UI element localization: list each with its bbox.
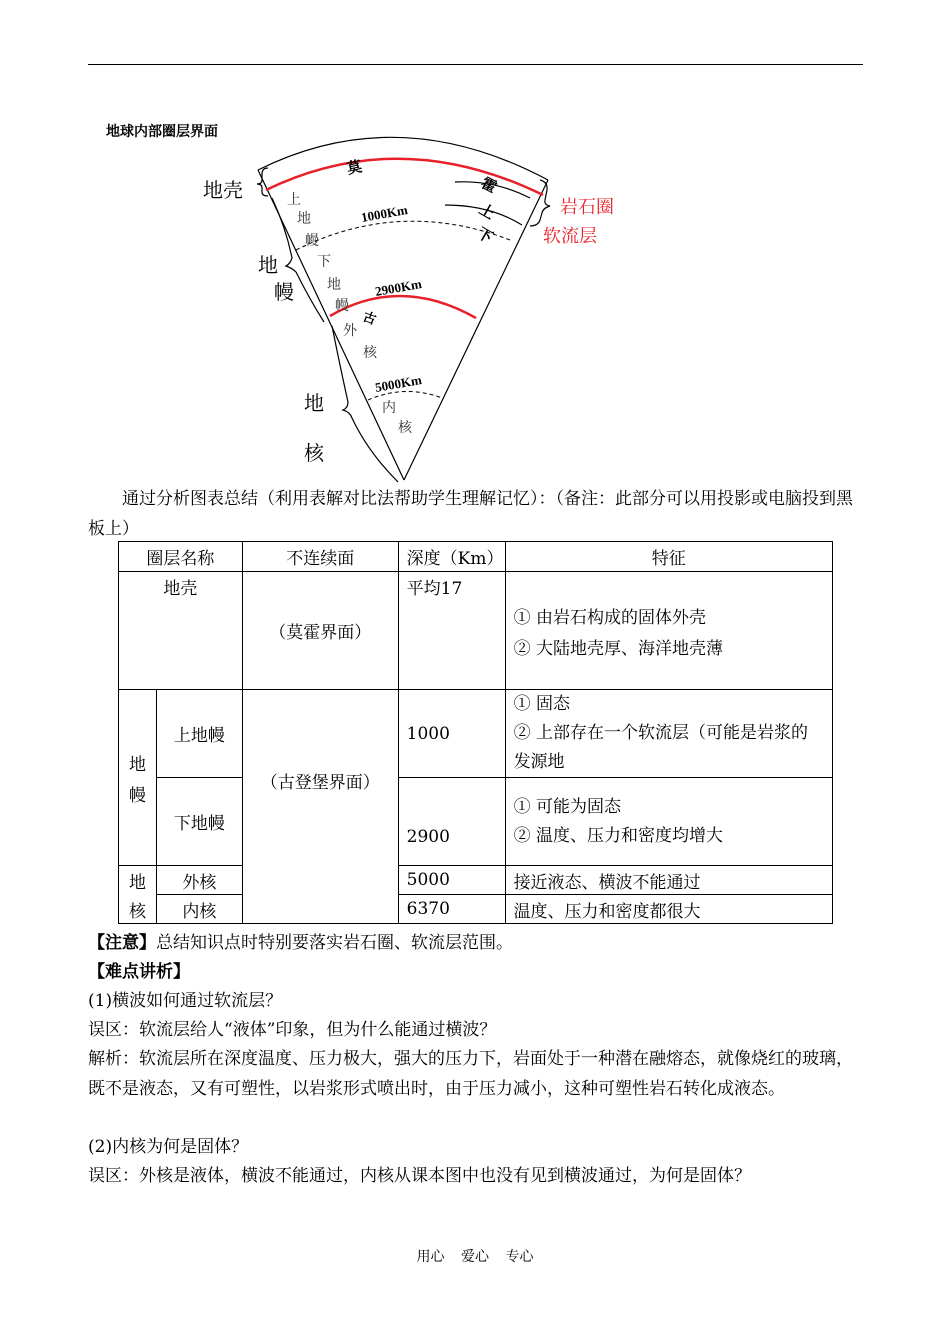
note-text: 总结知识点时特别要落实岩石圈、软流层范围。: [156, 933, 513, 953]
difficulty-heading: 【难点讲析】: [88, 962, 190, 982]
table-row-inner-core: [119, 895, 833, 924]
table-row-upper-mantle: [119, 690, 833, 778]
note-label: 【注意】: [88, 933, 156, 953]
upper-mantle-feature-2: ② 上部存在一个软流层（可能是岩浆的发源地: [513, 723, 808, 772]
gutenberg-line: [330, 296, 476, 318]
sector-right-edge: [404, 180, 548, 480]
lower-mantle-feature-2: ② 温度、压力和密度均增大: [513, 825, 723, 846]
core-group-char-1: 地: [128, 872, 146, 893]
page-footer: [0, 1246, 950, 1266]
header-discontinuity: 不连续面: [242, 542, 398, 572]
header-depth: 深度（Km）: [398, 542, 505, 572]
lithosphere-label: 岩石圈: [560, 197, 614, 217]
mantle-group-cell: [119, 690, 157, 866]
question-1: (1)横波如何通过软流层？: [88, 991, 283, 1011]
crust-name: 地壳: [119, 572, 243, 690]
crust-label: 地壳: [203, 180, 243, 202]
table-row-lower-mantle: [119, 778, 833, 866]
gutenberg-glyph: 古: [360, 308, 379, 328]
crust-feature-2: ② 大陆地壳厚、海洋地壳薄: [513, 638, 723, 659]
lower-mantle-char-2: 地: [327, 278, 341, 293]
moho-line: [266, 159, 543, 195]
core-label-2: 核: [304, 443, 324, 465]
upper-mantle-name: 上地幔: [156, 690, 242, 778]
lower-mantle-char-3: 幔: [335, 299, 349, 314]
core-group-char-2: 核: [128, 901, 146, 922]
upper-mantle-features: [505, 690, 832, 778]
lower-layer-glyph: 下: [474, 225, 496, 247]
table-row-outer-core: [119, 866, 833, 895]
note-paragraph: [88, 928, 863, 958]
mantle-group-char-1: 地: [128, 754, 146, 775]
inner-core-char-2: 核: [398, 421, 412, 436]
upper-mantle-char-1: 上: [287, 193, 301, 208]
intro-paragraph: 通过分析图表总结（利用表解对比法帮助学生理解记忆）：（备注：此部分可以用投影或电脑投到黑板上）: [88, 489, 853, 539]
upper-mantle-depth: 1000: [398, 690, 505, 778]
inner-core-depth: 6370: [398, 895, 505, 924]
core-label-1: 地: [304, 393, 324, 415]
depth-5000-label: 5000Km: [373, 372, 423, 395]
footer-word-3: 专心: [505, 1249, 534, 1265]
lower-mantle-depth: 2900: [398, 778, 505, 866]
upper-mantle-char-3: 幔: [305, 234, 319, 249]
inner-core-char-1: 内: [382, 401, 396, 416]
outer-core-char-2: 核: [363, 346, 377, 361]
outer-core-name: 外核: [156, 866, 242, 895]
footer-word-1: 用心: [416, 1249, 445, 1265]
mantle-label-1: 地: [258, 255, 278, 277]
earth-layers-diagram: [0, 0, 950, 540]
header-features: 特征: [505, 542, 832, 572]
question-1-analysis: 解析：软流层所在深度温度、压力极大，强大的压力下，岩面处于一种潜在融熔态，就像烧红的玻璃，既不是液态，又有可塑性，以岩浆形式喷出时，由于压力减小，这种可塑性岩石转化成液态。: [88, 1049, 853, 1099]
lower-mantle-name: 下地幔: [156, 778, 242, 866]
diagram-header: 地球内部圈层界面: [106, 125, 218, 140]
footer-word-2: 爱心: [461, 1249, 489, 1265]
core-group-cell: [119, 866, 157, 924]
lithosphere-brace: [530, 180, 550, 226]
header-layer-name: 圈层名称: [119, 542, 243, 572]
asthenosphere-label: 软流层: [543, 226, 597, 246]
inner-core-feature: 温度、压力和密度都很大: [505, 895, 832, 924]
outer-core-feature: 接近液态、横波不能通过: [505, 866, 832, 895]
lower-mantle-features: [505, 778, 832, 866]
inner-core-name: 内核: [156, 895, 242, 924]
question-1-mistake: 误区：软流层给人“液体”印象，但为什么能通过横波？: [88, 1020, 497, 1040]
moho-glyph-2: 霍: [478, 175, 499, 197]
mantle-group-char-2: 幔: [128, 785, 146, 806]
crust-depth: 平均17: [398, 572, 505, 690]
question-2-mistake: 误区：外核是液体，横波不能通过，内核从课本图中也没有见到横波通过，为何是固体？: [88, 1166, 751, 1186]
outer-core-depth: 5000: [398, 866, 505, 895]
upper-mantle-feature-1: ① 固态: [513, 694, 570, 714]
moho-glyph-1: 莫: [345, 159, 364, 178]
lower-mantle-feature-1: ① 可能为固态: [513, 796, 621, 817]
lower-mantle-char-1: 下: [317, 255, 331, 270]
moho-cell: （莫霍界面）: [242, 572, 398, 690]
question-2: (2)内核为何是固体？: [88, 1137, 249, 1157]
mantle-label-2: 幔: [274, 282, 294, 304]
table-header-row: [119, 542, 833, 572]
earth-layers-table: [118, 541, 833, 924]
upper-mantle-char-2: 地: [297, 212, 311, 227]
upper-layer-glyph: 上: [476, 201, 498, 223]
table-row-crust: [119, 572, 833, 690]
crust-feature-1: ① 由岩石构成的固体外壳: [513, 607, 706, 628]
crust-features: [505, 572, 832, 690]
outer-core-char-1: 外: [343, 324, 357, 339]
depth-1000-label: 1000Km: [359, 202, 409, 225]
gutenberg-cell: （古登堡界面）: [242, 690, 398, 924]
depth-2900-label: 2900Km: [373, 276, 423, 299]
